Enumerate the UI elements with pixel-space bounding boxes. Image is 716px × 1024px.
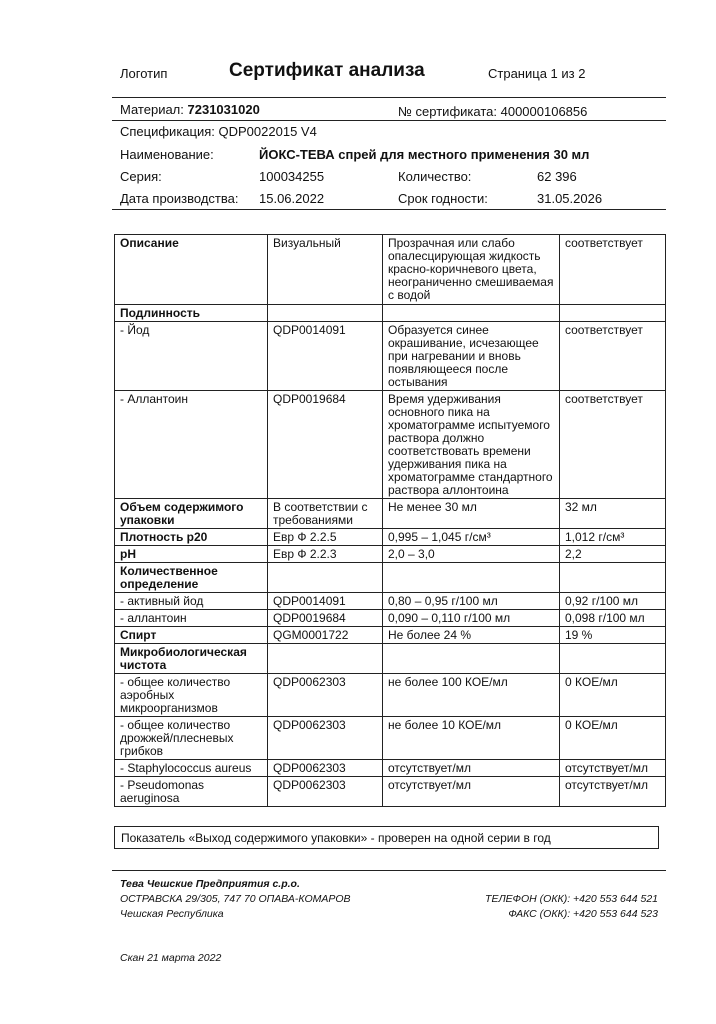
test-cell: - Аллантоин <box>115 391 268 499</box>
test-cell: Количественное определение <box>115 563 268 593</box>
result-cell: соответствует <box>560 391 666 499</box>
material-value: 7231031020 <box>187 102 260 117</box>
material-label: Материал: <box>120 102 184 117</box>
result-cell: 0 КОЕ/мл <box>560 674 666 717</box>
test-cell: - аллантоин <box>115 610 268 627</box>
requirement-cell: не более 100 КОЕ/мл <box>383 674 560 717</box>
method-cell: В соответствии с требованиями <box>268 499 383 529</box>
results-table <box>114 234 666 807</box>
note-box: Показатель «Выход содержимого упаковки» - проверен на одной серии в год <box>114 826 659 849</box>
result-cell <box>560 563 666 593</box>
header-divider <box>112 97 666 98</box>
result-cell: 19 % <box>560 627 666 644</box>
result-cell: отсутствует/мл <box>560 777 666 807</box>
method-cell: QDP0019684 <box>268 610 383 627</box>
requirement-cell <box>383 563 560 593</box>
document-title: Сертификат анализа <box>229 60 425 81</box>
table-row <box>115 610 666 627</box>
test-cell: Описание <box>115 235 268 305</box>
specification-label: Спецификация: <box>120 124 215 139</box>
method-cell: QGM0001722 <box>268 627 383 644</box>
expiry-date-label: Срок годности: <box>398 191 488 206</box>
production-date-label: Дата производства: <box>120 191 239 206</box>
requirement-cell <box>383 305 560 322</box>
method-cell: Евр Ф 2.2.3 <box>268 546 383 563</box>
series-value: 100034255 <box>259 169 325 184</box>
method-cell: QDP0062303 <box>268 760 383 777</box>
method-cell <box>268 563 383 593</box>
scan-date: Скан 21 марта 2022 <box>120 952 222 964</box>
table-row <box>115 627 666 644</box>
test-cell: рН <box>115 546 268 563</box>
test-cell: Микробиологическая чистота <box>115 644 268 674</box>
requirement-cell: Прозрачная или слабо опалесцирующая жидкость красно-коричневого цвета, неограниченно смешиваемая с водой <box>383 235 560 305</box>
footer-fax: ФАКС (ОКК): +420 553 644 523 <box>508 908 658 920</box>
footer-country: Чешская Республика <box>120 908 224 920</box>
series-label: Серия: <box>120 169 162 184</box>
table-row <box>115 593 666 610</box>
table-row <box>115 674 666 717</box>
table-row <box>115 777 666 807</box>
test-cell: - активный йод <box>115 593 268 610</box>
result-cell: 1,012 г/см³ <box>560 529 666 546</box>
method-cell: QDP0014091 <box>268 322 383 391</box>
test-cell: - общее количество дрожжей/плесневых грибков <box>115 717 268 760</box>
table-row <box>115 322 666 391</box>
specification-row <box>120 124 317 139</box>
test-cell: - общее количество аэробных микроорганизмов <box>115 674 268 717</box>
page-indicator: Страница 1 из 2 <box>488 66 586 81</box>
quantity-value: 62 396 <box>537 169 577 184</box>
table-row <box>115 644 666 674</box>
table-row <box>115 563 666 593</box>
test-cell: Подлинность <box>115 305 268 322</box>
table-row <box>115 717 666 760</box>
footer-divider <box>112 870 666 871</box>
certificate-number-row <box>398 104 587 119</box>
expiry-date-value: 31.05.2026 <box>537 191 603 206</box>
method-cell: Евр Ф 2.2.5 <box>268 529 383 546</box>
table-row <box>115 305 666 322</box>
method-cell: QDP0019684 <box>268 391 383 499</box>
requirement-cell: не более 10 КОЕ/мл <box>383 717 560 760</box>
table-row <box>115 529 666 546</box>
result-cell: соответствует <box>560 322 666 391</box>
requirement-cell: Не более 24 % <box>383 627 560 644</box>
method-cell: QDP0062303 <box>268 717 383 760</box>
footer-company: Тева Чешские Предприятия с.р.о. <box>120 878 300 890</box>
info-bottom-divider <box>112 209 666 210</box>
result-cell: 0,92 г/100 мл <box>560 593 666 610</box>
test-cell: - Staphylococcus aureus <box>115 760 268 777</box>
requirement-cell: Время удерживания основного пика на хроматограмме испытуемого раствора должно соответствовать времени удерживания пика на хроматограмме стандартного раствора аллонтоина <box>383 391 560 499</box>
method-cell <box>268 305 383 322</box>
material-row <box>120 102 260 117</box>
test-cell: Объем содержимого упаковки <box>115 499 268 529</box>
method-cell: Визуальный <box>268 235 383 305</box>
production-date-value: 15.06.2022 <box>259 191 325 206</box>
requirement-cell: 0,80 – 0,95 г/100 мл <box>383 593 560 610</box>
specification-value: QDP0022015 V4 <box>218 124 317 139</box>
method-cell: QDP0062303 <box>268 777 383 807</box>
requirement-cell: отсутствует/мл <box>383 777 560 807</box>
name-value: ЙОКС-ТЕВА спрей для местного применения 30 мл <box>259 147 590 162</box>
table-row <box>115 499 666 529</box>
table-row <box>115 391 666 499</box>
requirement-cell: 0,090 – 0,110 г/100 мл <box>383 610 560 627</box>
requirement-cell: Не менее 30 мл <box>383 499 560 529</box>
method-cell <box>268 644 383 674</box>
result-cell: 2,2 <box>560 546 666 563</box>
result-cell: соответствует <box>560 235 666 305</box>
requirement-cell: отсутствует/мл <box>383 760 560 777</box>
result-cell: 32 мл <box>560 499 666 529</box>
result-cell: отсутствует/мл <box>560 760 666 777</box>
test-cell: - Йод <box>115 322 268 391</box>
name-label: Наименование: <box>120 147 214 162</box>
result-cell <box>560 305 666 322</box>
info-divider <box>112 120 666 121</box>
table-row <box>115 235 666 305</box>
results-table-body <box>115 235 666 807</box>
method-cell: QDP0014091 <box>268 593 383 610</box>
footer-address: ОСТРАВСКА 29/305, 747 70 ОПАВА-КОМАРОВ <box>120 893 351 905</box>
certificate-value: 400000106856 <box>500 104 588 119</box>
requirement-cell: 0,995 – 1,045 г/см³ <box>383 529 560 546</box>
quantity-label: Количество: <box>398 169 472 184</box>
result-cell: 0,098 г/100 мл <box>560 610 666 627</box>
test-cell: Плотность р20 <box>115 529 268 546</box>
method-cell: QDP0062303 <box>268 674 383 717</box>
logo-placeholder: Логотип <box>120 66 168 81</box>
table-row <box>115 546 666 563</box>
requirement-cell: Образуется синее окрашивание, исчезающее при нагревании и вновь появляющееся после остывания <box>383 322 560 391</box>
test-cell: - Pseudomonas aeruginosa <box>115 777 268 807</box>
requirement-cell: 2,0 – 3,0 <box>383 546 560 563</box>
certificate-label: № сертификата: <box>398 104 497 119</box>
test-cell: Спирт <box>115 627 268 644</box>
result-cell <box>560 644 666 674</box>
table-row <box>115 760 666 777</box>
result-cell: 0 КОЕ/мл <box>560 717 666 760</box>
requirement-cell <box>383 644 560 674</box>
footer-phone: ТЕЛЕФОН (ОКК): +420 553 644 521 <box>485 893 658 905</box>
